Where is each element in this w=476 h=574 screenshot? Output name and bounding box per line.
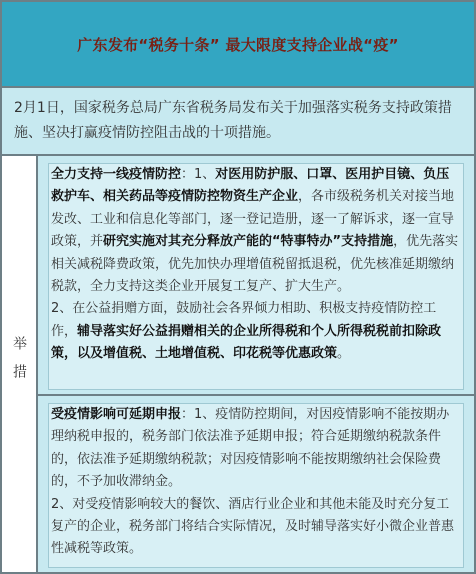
measure-block-2 bbox=[38, 396, 476, 574]
measure-block-1 bbox=[38, 156, 476, 396]
bold-text-run: 辅导落实好公益捐赠相关的企业所得税和个人所得税税前扣除政策，以及增值税、土地增值税、印花税等优惠政策 bbox=[51, 323, 442, 362]
side-label-column bbox=[0, 156, 38, 574]
page-title: 广东发布“税务十条” 最大限度支持企业战“疫” bbox=[77, 35, 399, 54]
bold-text-run: 全力支持一线疫情防控 bbox=[51, 167, 182, 182]
text-run: ，各市级税务机关对接当地发改、工业和信息化等部门，逐一登记造册，逐一了解诉求，逐一宣导政策，并 bbox=[51, 189, 455, 250]
bold-text-run: 受疫情影响可延期申报 bbox=[51, 407, 182, 422]
measure-block-2-inner bbox=[48, 403, 464, 568]
measure-1-paragraph-1 bbox=[51, 164, 461, 298]
side-label: 举措 bbox=[11, 336, 27, 392]
measure-1-paragraph-2 bbox=[51, 298, 461, 365]
measure-block-1-inner bbox=[48, 163, 464, 390]
intro-text: 2月1日，国家税务总局广东省税务局发布关于加强落实税务支持政策措施、坚决打赢疫情防控阻击战的十项措施。 bbox=[14, 100, 452, 141]
measure-2-paragraph-1 bbox=[51, 404, 461, 494]
bold-text-run: 研究实施对其充分释放产能的“特事特办”支持措施 bbox=[103, 234, 394, 250]
text-run: ：1、 bbox=[181, 167, 216, 182]
text-run: ：1、疫情防控期间，对因疫情影响不能按期办理纳税申报的，税务部门依法准予延期申报；符合延期缴纳税款条件的，依法准予延期缴纳税款；对因疫情影响不能按期缴纳社会保险费的，不予加收滞纳金。 bbox=[51, 407, 450, 490]
text-run: 2、在公益捐赠方面，鼓励社会各界倾力相助、积极支持疫情防控工作， bbox=[51, 301, 437, 339]
text-run: 2、对受疫情影响较大的餐饮、酒店行业企业和其他未能及时充分复工复产的企业，税务部门将结合实际情况，及时辅导落实好小微企业普惠性减税等政策。 bbox=[51, 496, 455, 557]
intro-box bbox=[0, 88, 476, 156]
measure-2-paragraph-2 bbox=[51, 494, 461, 561]
text-run: 。 bbox=[337, 346, 351, 362]
bold-text-run: 对医用防护服、口罩、医用护目镜、负压救护车、相关药品等疫情防控物资生产企业 bbox=[51, 167, 450, 205]
title-bar bbox=[0, 0, 476, 88]
text-run: ，优先落实相关减税降费政策，优先加快办理增值税留抵退税，优先核准延期缴纳税款，全力支持这类企业开展复工复产、扩大生产。 bbox=[51, 234, 459, 295]
